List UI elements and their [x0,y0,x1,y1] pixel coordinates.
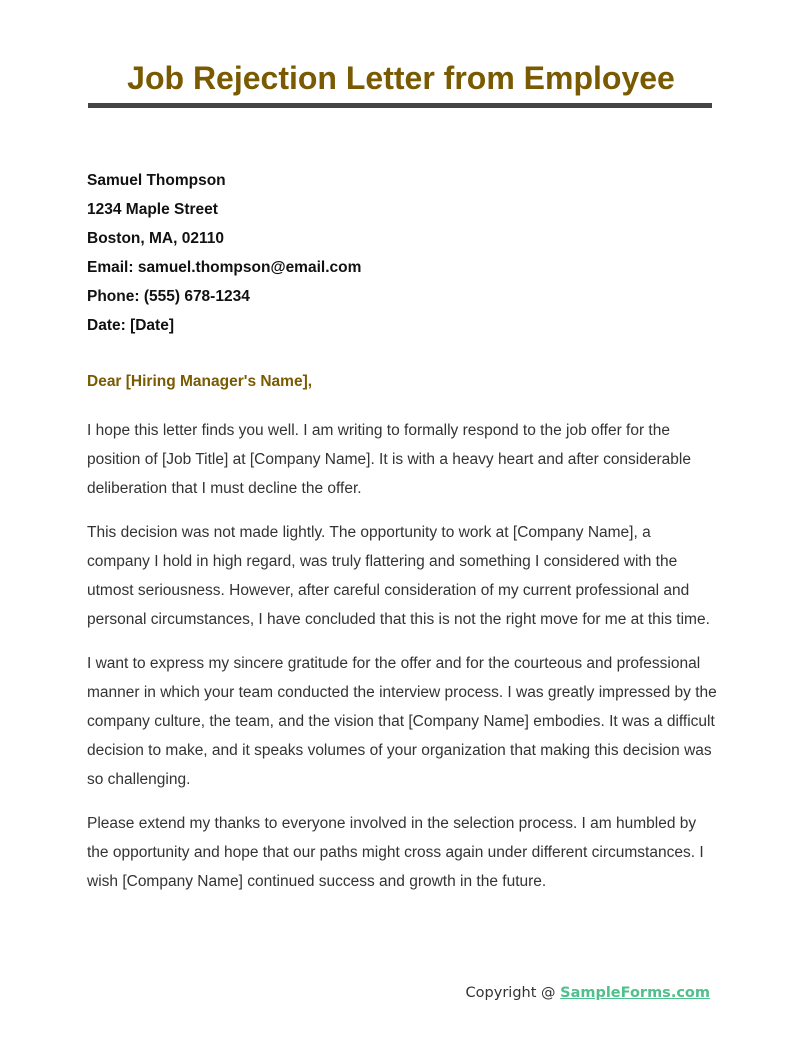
sender-email: Email: samuel.thompson@email.com [87,259,362,276]
sender-street: 1234 Maple Street [87,201,218,218]
sender-city: Boston, MA, 02110 [87,230,224,247]
letter-body [87,416,717,911]
letter-date: Date: [Date] [87,317,174,334]
copyright-text: Copyright @ [465,985,561,1001]
sender-name: Samuel Thompson [87,172,226,189]
salutation: Dear [Hiring Manager's Name], [87,373,313,390]
sender-block [87,166,361,340]
title-divider [88,103,712,108]
paragraph: I hope this letter finds you well. I am writing to formally respond to the job offer for the position of [Job Title] at [Company Name]. It is with a heavy heart and after considerable deliberation that I must decline the offer. [87,422,691,497]
document-title: Job Rejection Letter from Employee [127,60,675,96]
paragraph: Please extend my thanks to everyone involved in the selection process. I am humbled by the opportunity and hope that our paths might cross again under different circumstances. I wish [Company Name] continued success and growth in the future. [87,815,704,890]
copyright-footer [0,985,710,1001]
sender-phone: Phone: (555) 678-1234 [87,288,250,305]
sampleforms-link[interactable]: SampleForms.com [560,985,710,1001]
paragraph: I want to express my sincere gratitude for the offer and for the courteous and professional manner in which your team conducted the interview process. I was greatly impressed by the company culture, the team, and the vision that [Company Name] embodies. It was a difficult decision to make, and it speaks volumes of your organization that making this decision was so challenging. [87,655,717,788]
paragraph: This decision was not made lightly. The opportunity to work at [Company Name], a company I hold in high regard, was truly flattering and something I considered with the utmost seriousness. However, after careful consideration of my current professional and personal circumstances, I have concluded that this is not the right move for me at this time. [87,524,710,628]
